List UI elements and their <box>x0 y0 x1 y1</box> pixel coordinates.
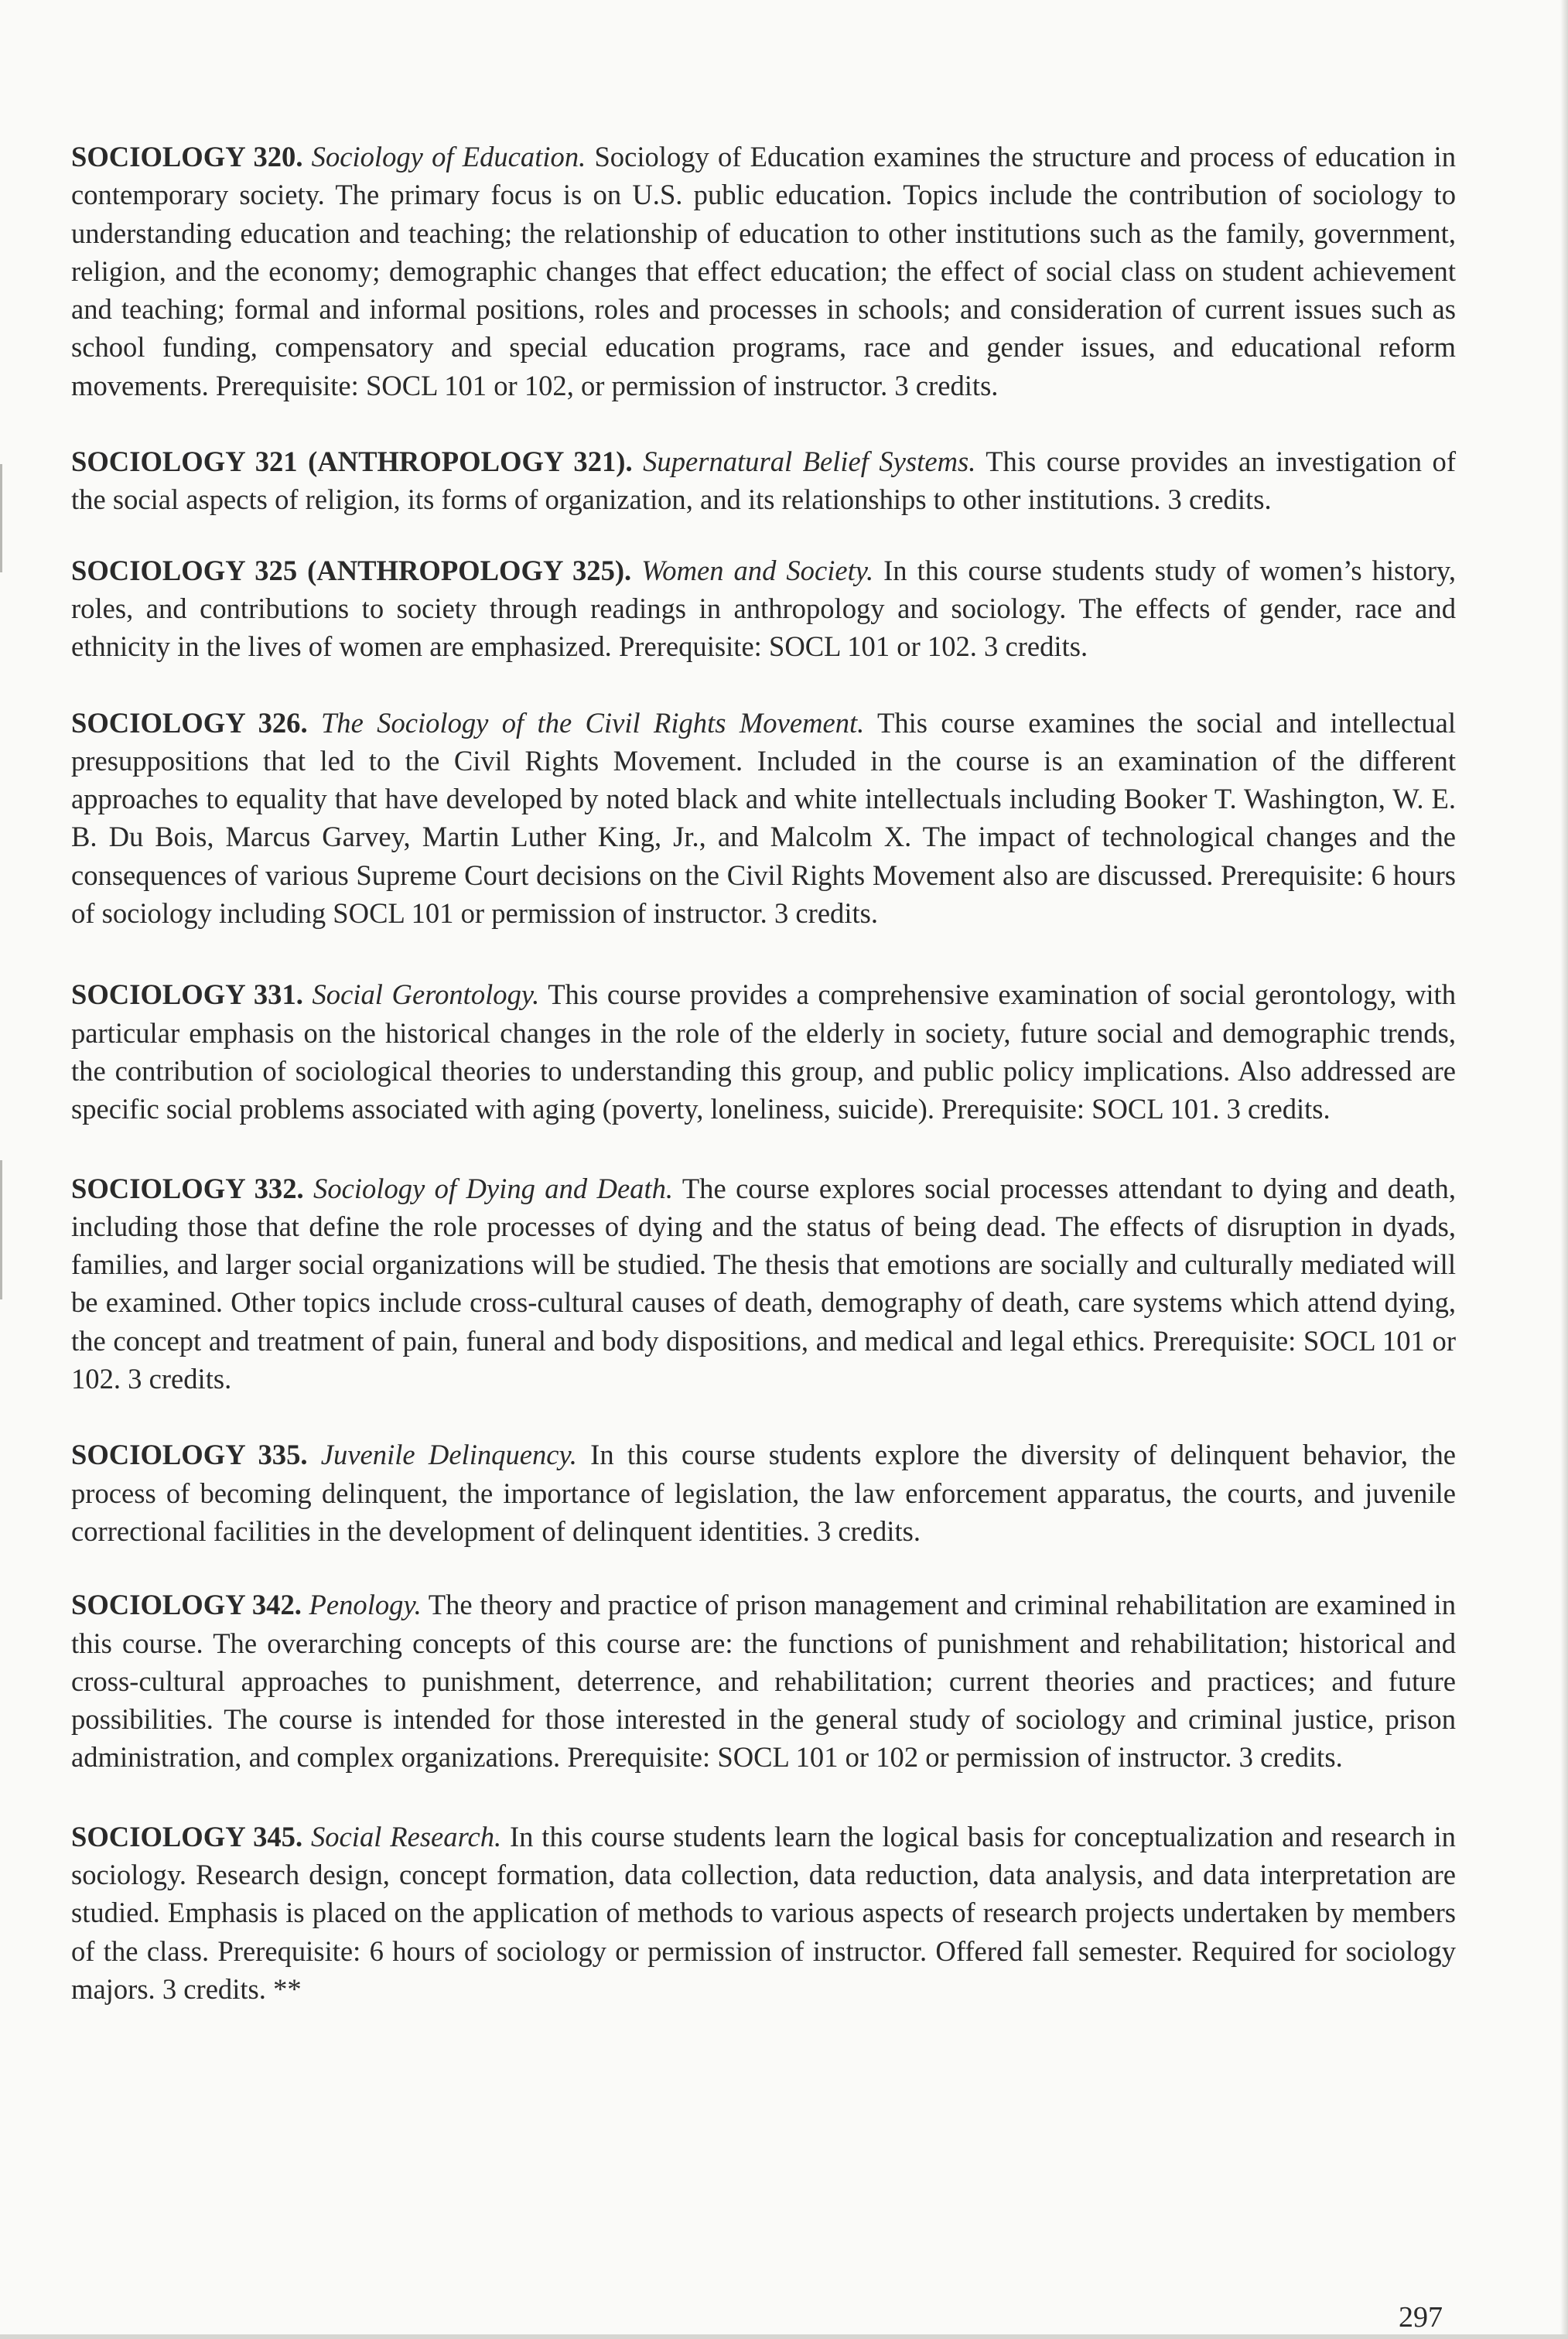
course-code: SOCIOLOGY 345. <box>71 1820 303 1852</box>
course-description: In this course students study of women’s history, roles, and contributions to society through readings in anthropology and sociology. The effects of gender, race and ethnicity in the lives of women are emphasized. Prerequisite: SOCL 101 or 102. 3 credits. <box>71 554 1456 663</box>
course-title: Women and Society. <box>641 554 874 586</box>
course-code: SOCIOLOGY 335. <box>71 1439 308 1471</box>
course-title: Supernatural Belief Systems. <box>643 446 976 478</box>
course-title: Social Research. <box>310 1820 502 1852</box>
course-title: Social Gerontology. <box>312 978 540 1011</box>
course-code: SOCIOLOGY 342. <box>71 1589 302 1621</box>
course-code: SOCIOLOGY 320. <box>71 141 303 172</box>
course-entry-socl-325 <box>71 551 1456 666</box>
course-entry-socl-332 <box>71 1170 1456 1398</box>
course-description: In this course students explore the diversity of delinquent behavior, the process of becoming delinquent, the importance of legislation, the law enforcement apparatus, the courts, and juvenile correctional facilities in the development of delinquent identities. 3 credits. <box>71 1439 1456 1547</box>
course-code: SOCIOLOGY 331. <box>71 978 303 1011</box>
course-code: SOCIOLOGY 325 (ANTHROPOLOGY 325). <box>71 554 632 586</box>
course-entry-socl-342 <box>71 1586 1456 1776</box>
course-code: SOCIOLOGY 332. <box>71 1172 304 1204</box>
course-code: SOCIOLOGY 321 (ANTHROPOLOGY 321). <box>71 446 633 478</box>
course-description: In this course students learn the logical basis for conceptualization and research in sociology. Research design, concept formation, data collection, data reduction, data analysis, and data interpretation are studied. Emphasis is placed on the application of methods to various aspects of research projects undertaken by members of the class. Prerequisite: 6 hours of sociology or permission of instructor. Offered fall semester. Required for sociology majors. 3 credits. ** <box>71 1820 1456 2005</box>
course-title: The Sociology of the Civil Rights Movement. <box>320 706 865 739</box>
course-entry-socl-335 <box>71 1436 1456 1550</box>
page-bottom-edge <box>0 2334 1568 2339</box>
course-title: Sociology of Education. <box>311 141 586 172</box>
course-entry-socl-320 <box>71 138 1456 405</box>
course-title: Penology. <box>309 1589 422 1621</box>
course-title: Juvenile Delinquency. <box>320 1439 577 1471</box>
course-title: Sociology of Dying and Death. <box>313 1172 674 1204</box>
binding-mark <box>0 464 2 572</box>
page-edge-shadow <box>1560 0 1568 2339</box>
course-code: SOCIOLOGY 326. <box>71 706 308 739</box>
course-entry-socl-345 <box>71 1818 1456 2008</box>
page-number: 297 <box>1399 2301 1443 2334</box>
course-description: The theory and practice of prison management and criminal rehabilitation are examined in this course. The overarching concepts of this course are: the functions of punishment and rehabilitation; historical and cross-cultural approaches to punishment, deterrence, and rehabilitation; current theories and practices; and future possibilities. The course is intended for those interested in the general study of sociology and criminal justice, prison administration, and complex organizations. Prerequisite: SOCL 101 or 102 or permission of instructor. 3 credits. <box>71 1589 1457 1774</box>
course-listing <box>71 138 1456 2008</box>
course-description: Sociology of Education examines the structure and process of education in contemporary society. The primary focus is on U.S. public education. Topics include the contribution of sociology to understanding education and teaching; the relationship of education to other institutions such as the family, government, religion, and the economy; demographic changes that effect education; the effect of social class on student achievement and teaching; formal and informal positions, roles and processes in schools; and consideration of current issues such as school funding, compensatory and special education programs, race and gender issues, and educational reform movements. Prerequisite: SOCL 101 or 102, or permission of instructor. 3 credits. <box>71 141 1456 401</box>
course-description: This course provides an investigation of the social aspects of religion, its forms of organization, and its relationships to other institutions. 3 credits. <box>71 446 1456 516</box>
course-description: This course provides a comprehensive examination of social gerontology, with particular emphasis on the historical changes in the role of the elderly in society, future social and demographic trends, the contribution of sociological theories to understanding this group, and public policy implications. Also addressed are specific social problems associated with aging (poverty, loneliness, suicide). Prerequisite: SOCL 101. 3 credits. <box>71 978 1456 1125</box>
binding-mark <box>0 1160 2 1299</box>
course-entry-socl-331 <box>71 975 1456 1128</box>
course-entry-socl-321 <box>71 442 1456 519</box>
course-entry-socl-326 <box>71 704 1456 933</box>
course-description: The course explores social processes attendant to dying and death, including those that define the role processes of dying and the status of being dead. The effects of disruption in dyads, families, and larger social organizations will be studied. The thesis that emotions are socially and culturally mediated will be examined. Other topics include cross-cultural causes of death, demography of death, care systems which attend dying, the concept and treatment of pain, funeral and body dispositions, and medical and legal ethics. Prerequisite: SOCL 101 or 102. 3 credits. <box>71 1172 1456 1395</box>
course-description: This course examines the social and intellectual presuppositions that led to the Civil Rights Movement. Included in the course is an examination of the different approaches to equality that have developed by noted black and white intellectuals including Booker T. Washington, W. E. B. Du Bois, Marcus Garvey, Martin Luther King, Jr., and Malcolm X. The impact of technological changes and the consequences of various Supreme Court decisions on the Civil Rights Movement also are discussed. Prerequisite: 6 hours of sociology including SOCL 101 or permission of instructor. 3 credits. <box>71 706 1456 930</box>
